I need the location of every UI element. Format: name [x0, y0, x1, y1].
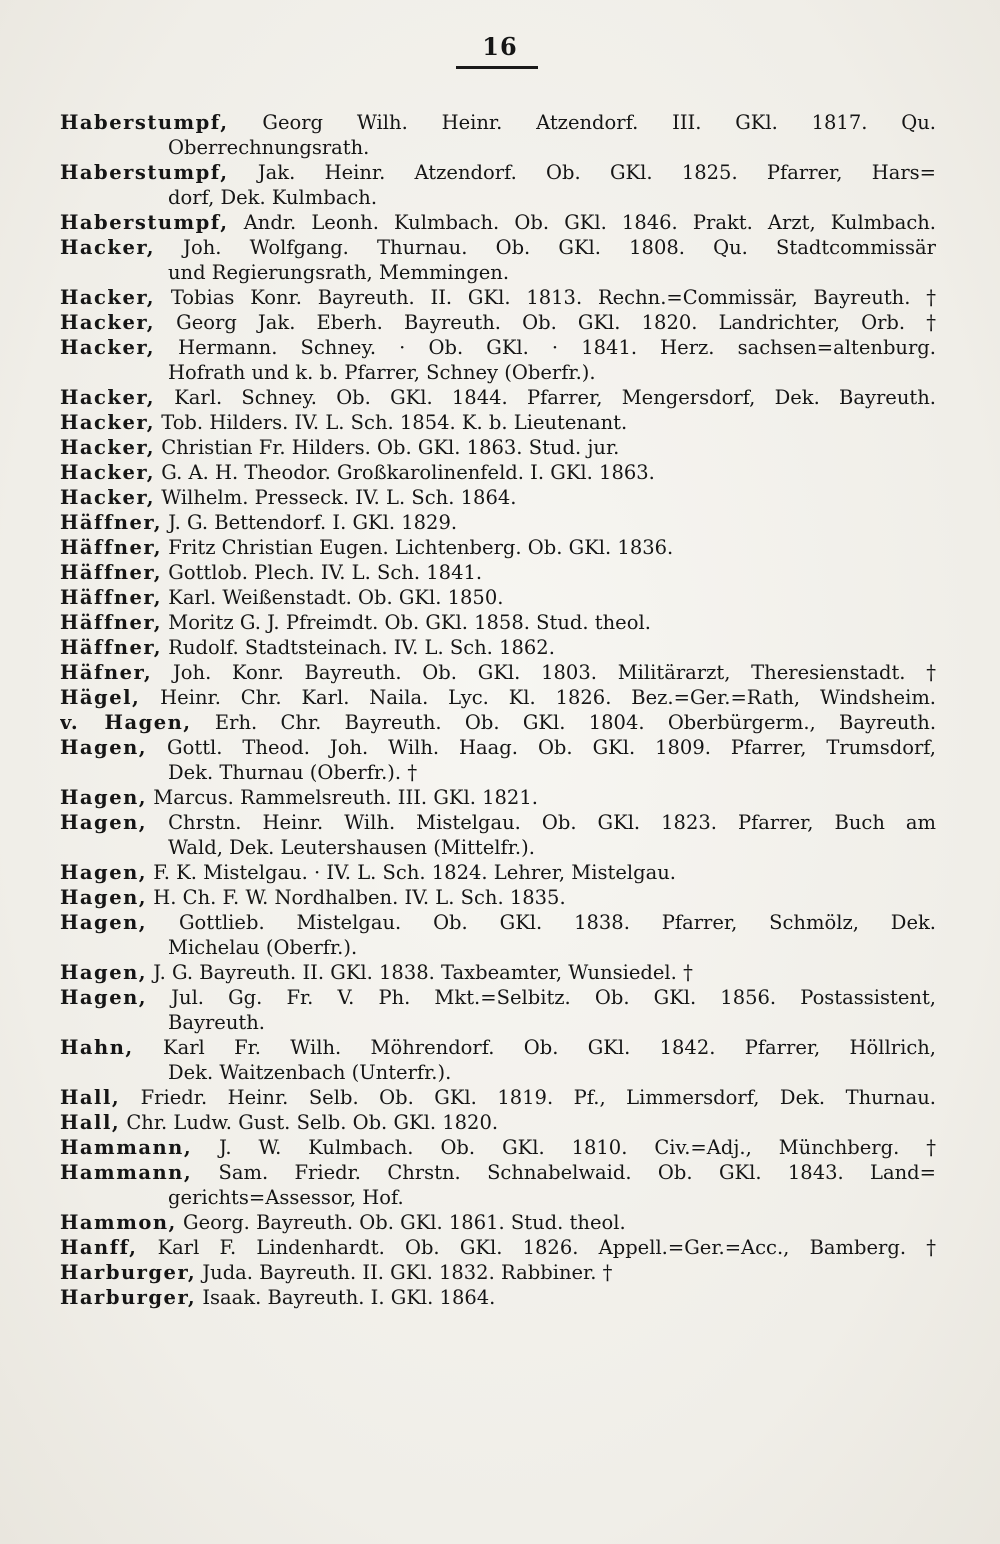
- entry-details: Joh. Konr. Bayreuth. Ob. GKl. 1803. Militärarzt, Theresienstadt. †: [172, 661, 936, 684]
- entry-line: [60, 310, 936, 335]
- entry-details: Karl Fr. Wilh. Möhrendorf. Ob. GKl. 1842. Pfarrer, Höllrich,: [163, 1036, 936, 1059]
- entry-surname: Hagen,: [60, 986, 148, 1009]
- entry-surname: Hagen,: [60, 786, 148, 809]
- entry-line: [60, 1160, 936, 1185]
- entry-surname: Harburger,: [60, 1261, 197, 1284]
- entry-details: G. A. H. Theodor. Großkarolinenfeld. I. GKl. 1863.: [161, 461, 655, 484]
- entry-details: Jak. Heinr. Atzendorf. Ob. GKl. 1825. Pfarrer, Hars=: [257, 161, 936, 184]
- entry-line: [60, 160, 936, 185]
- entry-surname: Hall,: [60, 1111, 121, 1134]
- entry-surname: Haberstumpf,: [60, 111, 229, 134]
- entry-line: [60, 1235, 936, 1260]
- entry-details: Chr. Ludw. Gust. Selb. Ob. GKl. 1820.: [126, 1111, 499, 1134]
- entry-line: [60, 1110, 936, 1135]
- entry-surname: Hammann,: [60, 1136, 193, 1159]
- entry-surname: Häffner,: [60, 511, 163, 534]
- entry-details: und Regierungsrath, Memmingen.: [168, 261, 510, 284]
- entry-details: Heinr. Chr. Karl. Naila. Lyc. Kl. 1826. Bez.=Ger.=Rath, Windsheim.: [160, 686, 936, 709]
- entry-line: [60, 585, 936, 610]
- entry-surname: Hanff,: [60, 1236, 138, 1259]
- entry-surname: Hacker,: [60, 311, 155, 334]
- entry-details: J. W. Kulmbach. Ob. GKl. 1810. Civ.=Adj., Münchberg. †: [219, 1136, 936, 1159]
- entry-surname: Hagen,: [60, 961, 148, 984]
- entry-surname: Hägel,: [60, 686, 141, 709]
- entry-line: [60, 485, 936, 510]
- entry-details: Fritz Christian Eugen. Lichtenberg. Ob. GKl. 1836.: [168, 536, 674, 559]
- entry-continuation-line: [60, 185, 936, 210]
- entry-surname: Hacker,: [60, 461, 155, 484]
- entry-surname: Haberstumpf,: [60, 211, 229, 234]
- entry-details: Erh. Chr. Bayreuth. Ob. GKl. 1804. Oberbürgerm., Bayreuth.: [214, 711, 936, 734]
- entry-details: Gottlieb. Mistelgau. Ob. GKl. 1838. Pfarrer, Schmölz, Dek.: [178, 911, 936, 934]
- entry-surname: Hagen,: [60, 736, 148, 759]
- entry-surname: Häffner,: [60, 636, 163, 659]
- entry-surname: Hacker,: [60, 236, 155, 259]
- entry-details: Gottl. Theod. Joh. Wilh. Haag. Ob. GKl. 1809. Pfarrer, Trumsdorf,: [167, 736, 936, 759]
- entry-surname: Häffner,: [60, 586, 163, 609]
- entry-line: [60, 685, 936, 710]
- entry-surname: Hacker,: [60, 436, 155, 459]
- entry-details: H. Ch. F. W. Nordhalben. IV. L. Sch. 1835.: [153, 886, 566, 909]
- entry-surname: Hacker,: [60, 336, 155, 359]
- entry-details: Joh. Wolfgang. Thurnau. Ob. GKl. 1808. Qu. Stadtcommissär: [183, 236, 936, 259]
- entry-line: [60, 235, 936, 260]
- entry-details: Karl. Schney. Ob. GKl. 1844. Pfarrer, Mengersdorf, Dek. Bayreuth.: [174, 386, 936, 409]
- entry-surname: Häffner,: [60, 611, 163, 634]
- entry-surname: v. Hagen,: [60, 711, 192, 734]
- entry-details: Andr. Leonh. Kulmbach. Ob. GKl. 1846. Prakt. Arzt, Kulmbach.: [243, 211, 936, 234]
- entry-line: [60, 885, 936, 910]
- entry-details: Wald, Dek. Leutershausen (Mittelfr.).: [168, 836, 535, 859]
- entry-continuation-line: [60, 1010, 936, 1035]
- entry-continuation-line: [60, 835, 936, 860]
- entry-line: [60, 460, 936, 485]
- entry-details: Wilhelm. Presseck. IV. L. Sch. 1864.: [161, 486, 517, 509]
- entry-details: Friedr. Heinr. Selb. Ob. GKl. 1819. Pf., Limmersdorf, Dek. Thurnau.: [140, 1086, 936, 1109]
- entry-line: [60, 985, 936, 1010]
- entry-surname: Hagen,: [60, 911, 148, 934]
- entry-surname: Haberstumpf,: [60, 161, 229, 184]
- entry-surname: Harburger,: [60, 1286, 197, 1309]
- entry-details: Oberrechnungsrath.: [168, 136, 370, 159]
- entry-details: Rudolf. Stadtsteinach. IV. L. Sch. 1862.: [168, 636, 555, 659]
- entry-line: [60, 510, 936, 535]
- entry-line: [60, 1260, 936, 1285]
- entry-line: [60, 435, 936, 460]
- entry-line: [60, 635, 936, 660]
- entry-surname: Hagen,: [60, 811, 148, 834]
- entry-surname: Hahn,: [60, 1036, 134, 1059]
- entry-line: [60, 560, 936, 585]
- entry-line: [60, 660, 936, 685]
- entry-line: [60, 810, 936, 835]
- entry-details: F. K. Mistelgau. · IV. L. Sch. 1824. Lehrer, Mistelgau.: [153, 861, 676, 884]
- entry-details: Hofrath und k. b. Pfarrer, Schney (Oberfr.).: [168, 361, 596, 384]
- entry-continuation-line: [60, 260, 936, 285]
- entry-line: [60, 1135, 936, 1160]
- entry-continuation-line: [60, 1185, 936, 1210]
- entry-surname: Häffner,: [60, 561, 163, 584]
- entry-details: Tobias Konr. Bayreuth. II. GKl. 1813. Rechn.=Commissär, Bayreuth. †: [170, 286, 936, 309]
- entry-details: Sam. Friedr. Chrstn. Schnabelwaid. Ob. GKl. 1843. Land=: [218, 1161, 936, 1184]
- entry-line: [60, 610, 936, 635]
- entry-line: [60, 1285, 936, 1310]
- entry-details: Dek. Thurnau (Oberfr.). †: [168, 761, 418, 784]
- entry-details: J. G. Bayreuth. II. GKl. 1838. Taxbeamter, Wunsiedel. †: [153, 961, 693, 984]
- entry-line: [60, 710, 936, 735]
- register-entries: [60, 110, 936, 1310]
- entry-details: gerichts=Assessor, Hof.: [168, 1186, 404, 1209]
- entry-details: Georg Wilh. Heinr. Atzendorf. III. GKl. 1817. Qu.: [262, 111, 936, 134]
- entry-line: [60, 335, 936, 360]
- entry-line: [60, 210, 936, 235]
- entry-line: [60, 910, 936, 935]
- entry-line: [60, 535, 936, 560]
- entry-details: Hermann. Schney. · Ob. GKl. · 1841. Herz. sachsen=altenburg.: [178, 336, 936, 359]
- entry-surname: Hagen,: [60, 861, 148, 884]
- entry-details: Dek. Waitzenbach (Unterfr.).: [168, 1061, 452, 1084]
- page-number: 16: [482, 32, 518, 61]
- entry-details: Georg Jak. Eberh. Bayreuth. Ob. GKl. 1820. Landrichter, Orb. †: [176, 311, 936, 334]
- entry-surname: Hammann,: [60, 1161, 193, 1184]
- entry-line: [60, 410, 936, 435]
- entry-line: [60, 1085, 936, 1110]
- entry-surname: Hagen,: [60, 886, 148, 909]
- entry-details: Moritz G. J. Pfreimdt. Ob. GKl. 1858. Stud. theol.: [168, 611, 651, 634]
- entry-line: [60, 385, 936, 410]
- entry-details: Karl F. Lindenhardt. Ob. GKl. 1826. Appell.=Ger.=Acc., Bamberg. †: [157, 1236, 936, 1259]
- entry-surname: Häfner,: [60, 661, 153, 684]
- entry-details: Jul. Gg. Fr. V. Ph. Mkt.=Selbitz. Ob. GKl. 1856. Postassistent,: [171, 986, 936, 1009]
- entry-line: [60, 735, 936, 760]
- entry-continuation-line: [60, 360, 936, 385]
- entry-surname: Häffner,: [60, 536, 163, 559]
- entry-details: Michelau (Oberfr.).: [168, 936, 358, 959]
- entry-details: Bayreuth.: [168, 1011, 265, 1034]
- header-rule: [456, 66, 538, 69]
- entry-details: Georg. Bayreuth. Ob. GKl. 1861. Stud. theol.: [183, 1211, 626, 1234]
- entry-surname: Hacker,: [60, 486, 155, 509]
- entry-surname: Hacker,: [60, 411, 155, 434]
- entry-line: [60, 110, 936, 135]
- entry-surname: Hammon,: [60, 1211, 177, 1234]
- entry-details: Gottlob. Plech. IV. L. Sch. 1841.: [168, 561, 483, 584]
- entry-line: [60, 285, 936, 310]
- entry-details: Christian Fr. Hilders. Ob. GKl. 1863. Stud. jur.: [161, 436, 620, 459]
- entry-details: Tob. Hilders. IV. L. Sch. 1854. K. b. Lieutenant.: [161, 411, 628, 434]
- entry-line: [60, 1035, 936, 1060]
- entry-continuation-line: [60, 135, 936, 160]
- entry-details: dorf, Dek. Kulmbach.: [168, 186, 378, 209]
- entry-details: Isaak. Bayreuth. I. GKl. 1864.: [202, 1286, 496, 1309]
- entry-line: [60, 1210, 936, 1235]
- entry-surname: Hall,: [60, 1086, 121, 1109]
- entry-surname: Hacker,: [60, 386, 155, 409]
- entry-continuation-line: [60, 1060, 936, 1085]
- entry-details: Marcus. Rammelsreuth. III. GKl. 1821.: [153, 786, 538, 809]
- entry-details: Juda. Bayreuth. II. GKl. 1832. Rabbiner. †: [202, 1261, 613, 1284]
- entry-line: [60, 960, 936, 985]
- entry-surname: Hacker,: [60, 286, 155, 309]
- entry-details: Chrstn. Heinr. Wilh. Mistelgau. Ob. GKl. 1823. Pfarrer, Buch am: [168, 811, 936, 834]
- entry-continuation-line: [60, 760, 936, 785]
- entry-details: Karl. Weißenstadt. Ob. GKl. 1850.: [168, 586, 504, 609]
- entry-continuation-line: [60, 935, 936, 960]
- entry-line: [60, 860, 936, 885]
- entry-line: [60, 785, 936, 810]
- entry-details: J. G. Bettendorf. I. GKl. 1829.: [168, 511, 458, 534]
